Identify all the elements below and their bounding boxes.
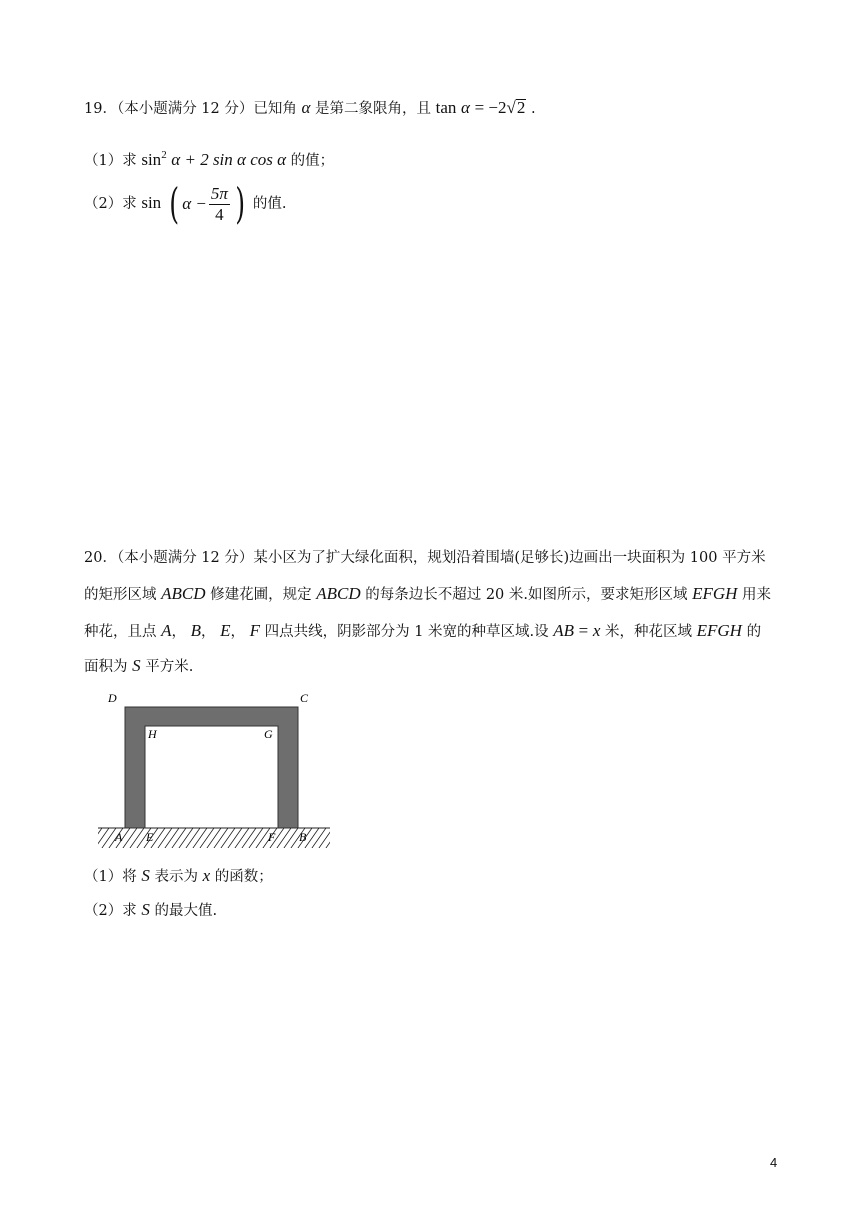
q20-p1-label: （1）将 [84,869,137,885]
label-f: F [268,830,276,844]
q20-x: x [592,621,601,640]
q20-point-b: B [190,621,201,640]
q19-alpha: α [301,98,311,117]
page-number: 4 [770,1155,778,1170]
q20-line3 [84,621,761,642]
q20-line4-a: 面积为 [84,659,128,675]
q20-point-a: A [161,621,172,640]
q20-comma-3: ， [230,624,245,640]
q19-p1-sup: 2 [161,149,167,161]
q20-line3-b: 四点共线，阴影部分为 1 米宽的种草区域.设 [264,624,549,640]
q20-p1-mid: 表示为 [154,869,198,885]
q20-p2-s: S [141,900,150,919]
q20-s: S [132,656,141,675]
q19-p2-den: 4 [215,204,224,224]
q20-line2-d: 用来 [742,587,772,603]
q19-eq-rhs: = −2 [474,98,507,117]
q19-sqrt2: 2 [516,98,526,117]
q20-p2-tail: 的最大值. [154,903,218,919]
q19-p2-label: （2）求 [84,196,137,212]
label-b: B [299,830,307,844]
q19-p1-expr: α + 2 sin α cos α [171,150,287,169]
q20-comma-2: ， [201,624,216,640]
q20-p1-x: x [202,866,211,885]
q19-tan: tan [435,98,457,117]
q19-tan-alpha: α [461,98,470,117]
q19-p2-paren-group: ( α − $\frac{5\pi}{4}$ ) [169,179,245,228]
label-c: C [300,691,309,705]
q19-p1-tail: 的值； [290,153,335,169]
q20-point-f: F [249,621,260,640]
q20-abcd: ABCD [161,584,206,603]
q20-line3-c: 米，种花区域 [605,624,693,640]
label-d: D [108,691,117,705]
q20-part2 [84,900,217,921]
q20-point-e: E [220,621,231,640]
grass-region [125,707,298,828]
q19-period: . [530,101,536,117]
ground-hatch [98,828,330,848]
q19-p2-tail: 的值. [252,196,287,212]
q20-efgh-2: EFGH [696,621,742,640]
garden-figure [92,688,352,858]
q19-p2-alpha-minus: α − [182,194,207,213]
q20-abcd-2: ABCD [316,584,361,603]
q20-line4-b: 平方米. [145,659,194,675]
q19-p2-num: 5π [210,183,228,203]
q20-line2-a: 的矩形区域 [84,587,157,603]
label-e: E [146,830,154,844]
q20-comma-1: ， [171,624,186,640]
q20-line1-text: 某小区为了扩大绿化面积，规划沿着围墙(足够长)边画出一块面积为 100 平方米 [253,550,766,566]
q20-line1 [84,548,766,568]
q19-p2-sin: sin [141,193,162,212]
q20-line2-c: 的每条边长不超过 20 米.如图所示，要求矩形区域 [365,587,688,603]
q19-part2 [84,179,287,228]
q19-number: 19． [84,101,117,117]
q19-p1-label: （1）求 [84,153,137,169]
q19-stem-text-b: 是第二象限角，且 [315,101,432,117]
q20-number: 20． [84,550,117,566]
label-h: H [148,727,157,741]
q20-efgh: EFGH [692,584,738,603]
q20-line3-d: 的 [746,624,762,640]
q20-line3-a: 种花，且点 [84,624,157,640]
label-g: G [264,727,273,741]
q19-p2-fraction [209,185,230,224]
q19-stem: 19．（本小题满分 12 分）已知角 α 是第二象限角，且 tan α = −2√2 . [84,98,536,117]
q20-eq: = [578,621,589,640]
label-a: A [115,830,123,844]
q20-line2 [84,584,771,605]
q20-p1-tail: 的函数； [214,869,273,885]
q19-p1-sin: sin [141,150,162,169]
q20-p1-s: S [141,866,150,885]
q20-score: （本小题满分 12 分） [116,550,254,566]
q19-stem-text-a: 已知角 [253,101,297,117]
q19-score: （本小题满分 12 分） [116,101,254,117]
q19-part1 [84,145,334,171]
q20-ab: AB [553,621,575,640]
q20-line2-b: 修建花圃，规定 [210,587,312,603]
q20-line4 [84,656,193,677]
q20-part1 [84,866,273,887]
q20-p2-label: （2）求 [84,903,137,919]
